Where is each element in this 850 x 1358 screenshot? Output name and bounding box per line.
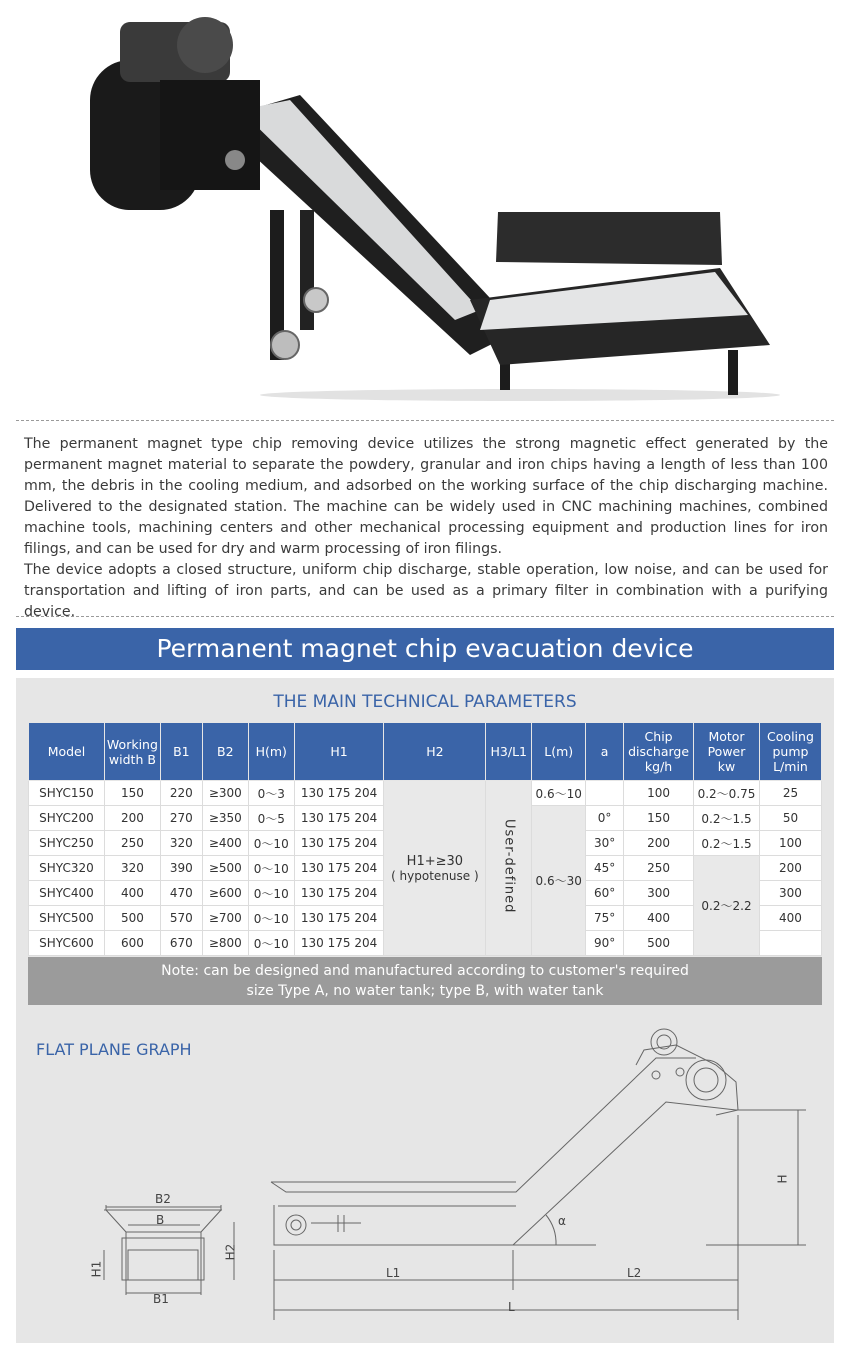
cell-chip: 150: [624, 806, 694, 831]
cell-b2: ≥400: [202, 831, 248, 856]
cell-width: 600: [104, 931, 160, 956]
header-h: H(m): [248, 723, 294, 781]
cell-chip: 500: [624, 931, 694, 956]
table-row: [29, 781, 822, 806]
cell-angle: [586, 781, 624, 806]
header-model: Model: [29, 723, 105, 781]
header-h3l1: H3/L1: [486, 723, 532, 781]
cell-motor: 0.2～1.5: [694, 831, 760, 856]
flat-plane-graph: [16, 1010, 834, 1343]
header-motor: Motor Power kw: [694, 723, 760, 781]
cell-motor: 0.2～1.5: [694, 806, 760, 831]
cell-b1: 470: [160, 881, 202, 906]
cell-h1: 130 175 204: [294, 906, 384, 931]
cell-width: 150: [104, 781, 160, 806]
header-b1: B1: [160, 723, 202, 781]
header-l: L(m): [532, 723, 586, 781]
graph-title: FLAT PLANE GRAPH: [36, 1040, 192, 1059]
description-paragraph-2: The device adopts a closed structure, uniform chip discharge, stable operation, low noise, and can be used for transportation and lifting of iron parts, and can be used as a primary filter in combination with a purifying device.: [24, 562, 828, 620]
cell-b2: ≥600: [202, 881, 248, 906]
header-b2: B2: [202, 723, 248, 781]
description-paragraph-1: The permanent magnet type chip removing device utilizes the strong magnetic effect generated by the permanent magnet material to separate the powdery, granular and iron chips having a length of less than 100 mm, the debris in the cooling medium, and adsorbed on the working surface of the chip discharging machine. Delivered to the designated station. The machine can be widely used in CNC machining machines, combined machine tools, machining centers and other mechanical processing equipment and production lines for iron filings, and can be used for dry and warm processing of iron filings.: [24, 436, 828, 557]
cell-b2: ≥300: [202, 781, 248, 806]
cell-b2: ≥700: [202, 906, 248, 931]
cell-h3l1: User-defined: [486, 781, 532, 956]
cell-chip: 250: [624, 856, 694, 881]
cell-b1: 670: [160, 931, 202, 956]
label-b1: B1: [153, 1292, 169, 1306]
cell-width: 200: [104, 806, 160, 831]
cell-angle: 75°: [586, 906, 624, 931]
cell-cooling: 50: [759, 806, 821, 831]
cell-angle: 45°: [586, 856, 624, 881]
cell-h1: 130 175 204: [294, 831, 384, 856]
cell-chip: 400: [624, 906, 694, 931]
cell-width: 400: [104, 881, 160, 906]
cell-b1: 270: [160, 806, 202, 831]
cell-h1: 130 175 204: [294, 856, 384, 881]
cell-b2: ≥350: [202, 806, 248, 831]
cell-angle: 90°: [586, 931, 624, 956]
label-l: L: [508, 1300, 515, 1314]
cell-h: 0～10: [248, 831, 294, 856]
label-alpha: α: [558, 1214, 566, 1228]
cell-cooling: 25: [759, 781, 821, 806]
cell-h: 0～3: [248, 781, 294, 806]
header-width: Working width B: [104, 723, 160, 781]
label-b2: B2: [155, 1192, 171, 1206]
label-h1: H1: [89, 1260, 104, 1278]
label-l1: L1: [386, 1266, 401, 1280]
cell-angle: 60°: [586, 881, 624, 906]
cell-chip: 300: [624, 881, 694, 906]
cell-cooling: 200: [759, 856, 821, 881]
label-l2: L2: [627, 1266, 642, 1280]
table-header-row: [29, 723, 822, 781]
params-title: THE MAIN TECHNICAL PARAMETERS: [273, 692, 577, 712]
cell-motor: 0.2～0.75: [694, 781, 760, 806]
cell-h: 0～10: [248, 856, 294, 881]
header-h2: H2: [384, 723, 486, 781]
cell-chip: 200: [624, 831, 694, 856]
cell-model: SHYC320: [29, 856, 105, 881]
cell-h: 0～10: [248, 881, 294, 906]
cell-h: 0～10: [248, 906, 294, 931]
cell-b1: 570: [160, 906, 202, 931]
header-h1: H1: [294, 723, 384, 781]
cell-b1: 320: [160, 831, 202, 856]
cell-h: 0～10: [248, 931, 294, 956]
cell-b1: 390: [160, 856, 202, 881]
cell-model: SHYC500: [29, 906, 105, 931]
cell-cooling: 400: [759, 906, 821, 931]
label-b: B: [156, 1213, 165, 1227]
cell-width: 500: [104, 906, 160, 931]
cell-l: 0.6～10: [532, 781, 586, 806]
header-cooling: Cooling pump L/min: [759, 723, 821, 781]
cell-h1: 130 175 204: [294, 881, 384, 906]
cell-b2: ≥500: [202, 856, 248, 881]
label-h2: H2: [223, 1243, 238, 1261]
description: [24, 434, 828, 623]
header-a: a: [586, 723, 624, 781]
cell-model: SHYC250: [29, 831, 105, 856]
cell-model: SHYC200: [29, 806, 105, 831]
divider-top: [16, 420, 834, 421]
banner-title: Permanent magnet chip evacuation device: [16, 628, 834, 670]
header-chip: Chip discharge kg/h: [624, 723, 694, 781]
cell-model: SHYC400: [29, 881, 105, 906]
cell-h2: H1+≥30 ( hypotenuse ): [384, 781, 486, 956]
cell-b1: 220: [160, 781, 202, 806]
cell-cooling: [759, 931, 821, 956]
params-table: [28, 722, 822, 956]
cell-cooling: 300: [759, 881, 821, 906]
cell-angle: 30°: [586, 831, 624, 856]
cell-cooling: 100: [759, 831, 821, 856]
cell-b2: ≥800: [202, 931, 248, 956]
cell-h1: 130 175 204: [294, 931, 384, 956]
cell-model: SHYC150: [29, 781, 105, 806]
cell-model: SHYC600: [29, 931, 105, 956]
divider-bottom: [16, 616, 834, 617]
table-note: Note: can be designed and manufactured according to customer's required size Type A, no water tank; type B, with water tank: [28, 957, 822, 1005]
cell-width: 320: [104, 856, 160, 881]
cell-h1: 130 175 204: [294, 806, 384, 831]
cell-l: 0.6～30: [532, 806, 586, 956]
cell-angle: 0°: [586, 806, 624, 831]
cell-width: 250: [104, 831, 160, 856]
cell-motor: 0.2～2.2: [694, 856, 760, 956]
label-h: H: [775, 1174, 790, 1184]
product-photo: [0, 0, 850, 410]
cell-h: 0～5: [248, 806, 294, 831]
cell-chip: 100: [624, 781, 694, 806]
cell-h1: 130 175 204: [294, 781, 384, 806]
